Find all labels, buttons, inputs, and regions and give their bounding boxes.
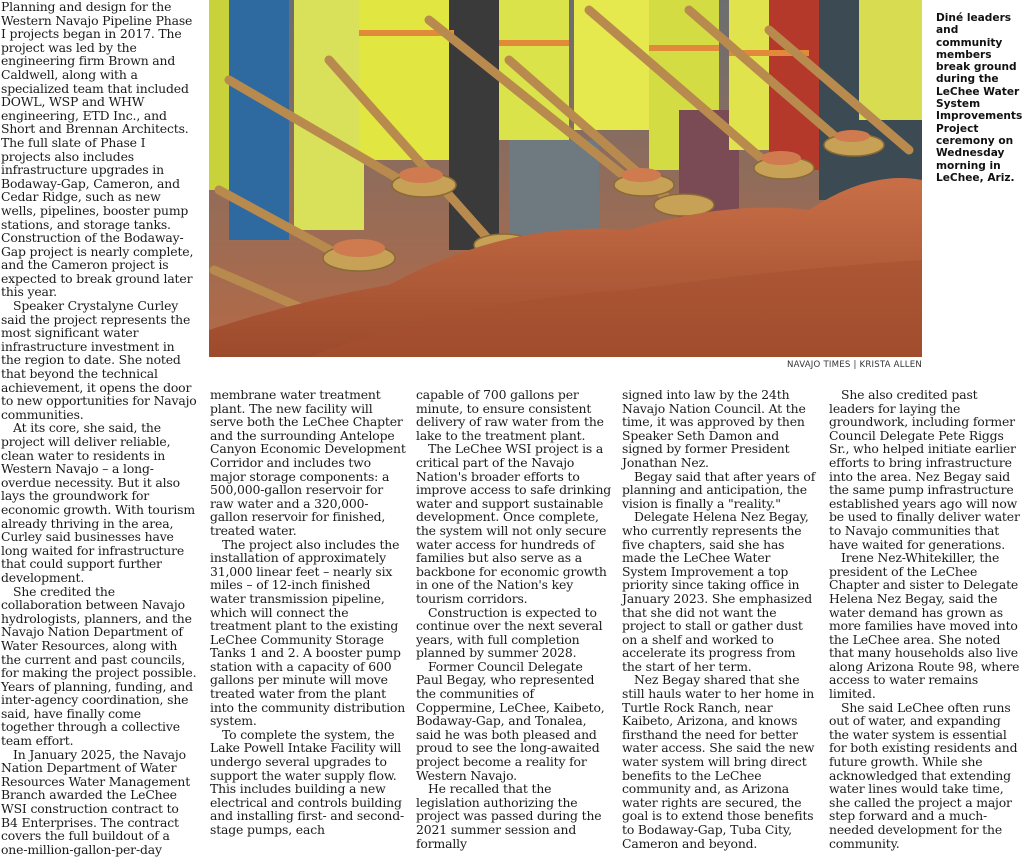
article-column-1 [1, 0, 197, 856]
groundbreaking-photo [209, 0, 922, 357]
article-column-5 [829, 388, 1024, 850]
article-paragraph: Former Council Delegate Paul Begay, who represented the communities of Coppermine, LeChee, Kaibeto, Bodaway-Gap, and Tonalea, said he was both pleased and proud to see the long-awaited project become a reality for Western Navajo. [416, 658, 605, 783]
article-paragraph: At its core, she said, the project will deliver reliable, clean water to residents in Western Navajo – a long-overdue necessity. But it also lays the groundwork for economic growth. With tourism already thriving in the area, Curley said businesses have long waited for infrastructure that could support further development. [1, 420, 195, 585]
article-paragraph: In January 2025, the Navajo Nation Department of Water Resources Water Management Branch awarded the LeChee WSI construction contract to B4 Enterprises. The contract covers the full buildout of a one-million-gallon-per-day [1, 746, 191, 857]
article-column-3 [416, 388, 612, 850]
article-paragraph: Planning and design for the Western Navajo Pipeline Phase I projects began in 2017. The project was led by the engineering firm Brown and Caldwell, along with a specialized team that included DOWL, WSP and WHW engineering, ETD Inc., and Short and Brennan Architects. The full slate of Phase I projects also includes infrastructure upgrades in Bodaway-Gap, Cameron, and Cedar Ridge, such as new wells, pipelines, booster pump stations, and storage tanks. Construction of the Bodaway-Gap project is nearly complete, and the Cameron project is expected to break ground later this year. [1, 0, 194, 300]
photo-caption: Diné leaders and community members break ground during the LeChee Water System Improvements Project ceremony on Wednesday morning in LeChee, Ariz. [936, 12, 1023, 184]
article-paragraph: She also credited past leaders for laying the groundwork, including former Council Delegate Pete Riggs Sr., who helped initiate earlier efforts to bring infrastructure into the area. Nez Begay said the same pump infrastructure established years ago will now be used to finally deliver water to Navajo communities that have waited for generations. [829, 387, 1020, 552]
article-paragraph: Delegate Helena Nez Begay, who currently represents the five chapters, said she has made the LeChee Water System Improvement a top priority since taking office in January 2023. She emphasized that she did not want the project to stall or gather dust on a shelf and worked to accelerate its progress from the start of her term. [622, 509, 813, 674]
article-paragraph: Construction is expected to continue over the next several years, with full completion planned by summer 2028. [416, 604, 603, 661]
article-paragraph: Begay said that after years of planning and anticipation, the vision is finally a "reality." [622, 468, 816, 511]
article-paragraph: capable of 700 gallons per minute, to ensure consistent delivery of raw water from the lake to the treatment plant. [416, 387, 604, 443]
article-paragraph: Nez Begay shared that she still hauls water to her home in Turtle Rock Ranch, near Kaibeto, Arizona, and knows firsthand the need for better water access. She said the new water system will bring direct benefits to the LeChee community and, as Arizona water rights are secured, the goal is to extend those benefits to Bodaway-Gap, Tuba City, Cameron and beyond. [622, 672, 815, 851]
article-paragraph: She credited the collaboration between Navajo hydrologists, planners, and the Navajo Nation Department of Water Resources, along with the current and past councils, for making the project possible. Years of planning, funding, and inter-agency coordination, she said, have finally come together through a collective team effort. [1, 583, 197, 749]
photo-credit: NAVAJO TIMES | KRISTA ALLEN [787, 360, 922, 370]
article-paragraph: She said LeChee often runs out of water, and expanding the water system is essential for both existing residents and future growth. While she acknowledged that extending water lines would take time, she called the project a major step forward and a much-needed development for the community. [829, 699, 1018, 851]
article-column-4 [622, 388, 818, 850]
article-column-2 [210, 388, 406, 837]
article-paragraph: Irene Nez-Whitekiller, the president of the LeChee Chapter and sister to Delegate Helena Nez Begay, said the water demand has grown as more families have moved into the LeChee area. She noted that many households also live along Arizona Route 98, where access to water remains limited. [829, 550, 1020, 702]
article-paragraph: The LeChee WSI project is a critical part of the Navajo Nation's broader efforts to improve access to safe drinking water and support sustainable development. Once complete, the system will not only secure water access for hundreds of families but also serve as a backbone for economic growth in one of the Nation's key tourism corridors. [416, 441, 612, 606]
article-paragraph: Speaker Crystalyne Curley said the project represents the most significant water infrastructure investment in the region to date. She noted that beyond the technical achievement, it opens the door to new opportunities for Navajo communities. [1, 298, 197, 422]
article-paragraph: signed into law by the 24th Navajo Nation Council. At the time, it was approved by then Speaker Seth Damon and signed by former President Jonathan Nez. [622, 387, 806, 470]
article-paragraph: To complete the system, the Lake Powell Intake Facility will undergo several upgrades to support the water supply flow. This includes building a new electrical and controls building and installing first- and second-stage pumps, each [210, 726, 405, 837]
article-paragraph: The project also includes the installation of approximately 31,000 linear feet – nearly six miles – of 12-inch finished water transmission pipeline, which will connect the treatment plant to the existing LeChee Community Storage Tanks 1 and 2. A booster pump station with a capacity of 600 gallons per minute will move treated water from the plant into the community distribution system. [210, 536, 406, 729]
article-paragraph: membrane water treatment plant. The new facility will serve both the LeChee Chapter and the surrounding Antelope Canyon Economic Development Corridor and includes two major storage components: a 500,000-gallon reservoir for raw water and a 320,000-gallon reservoir for finished, treated water. [210, 387, 406, 538]
article-paragraph: He recalled that the legislation authorizing the project was passed during the 2021 summer session and formally [416, 781, 602, 851]
